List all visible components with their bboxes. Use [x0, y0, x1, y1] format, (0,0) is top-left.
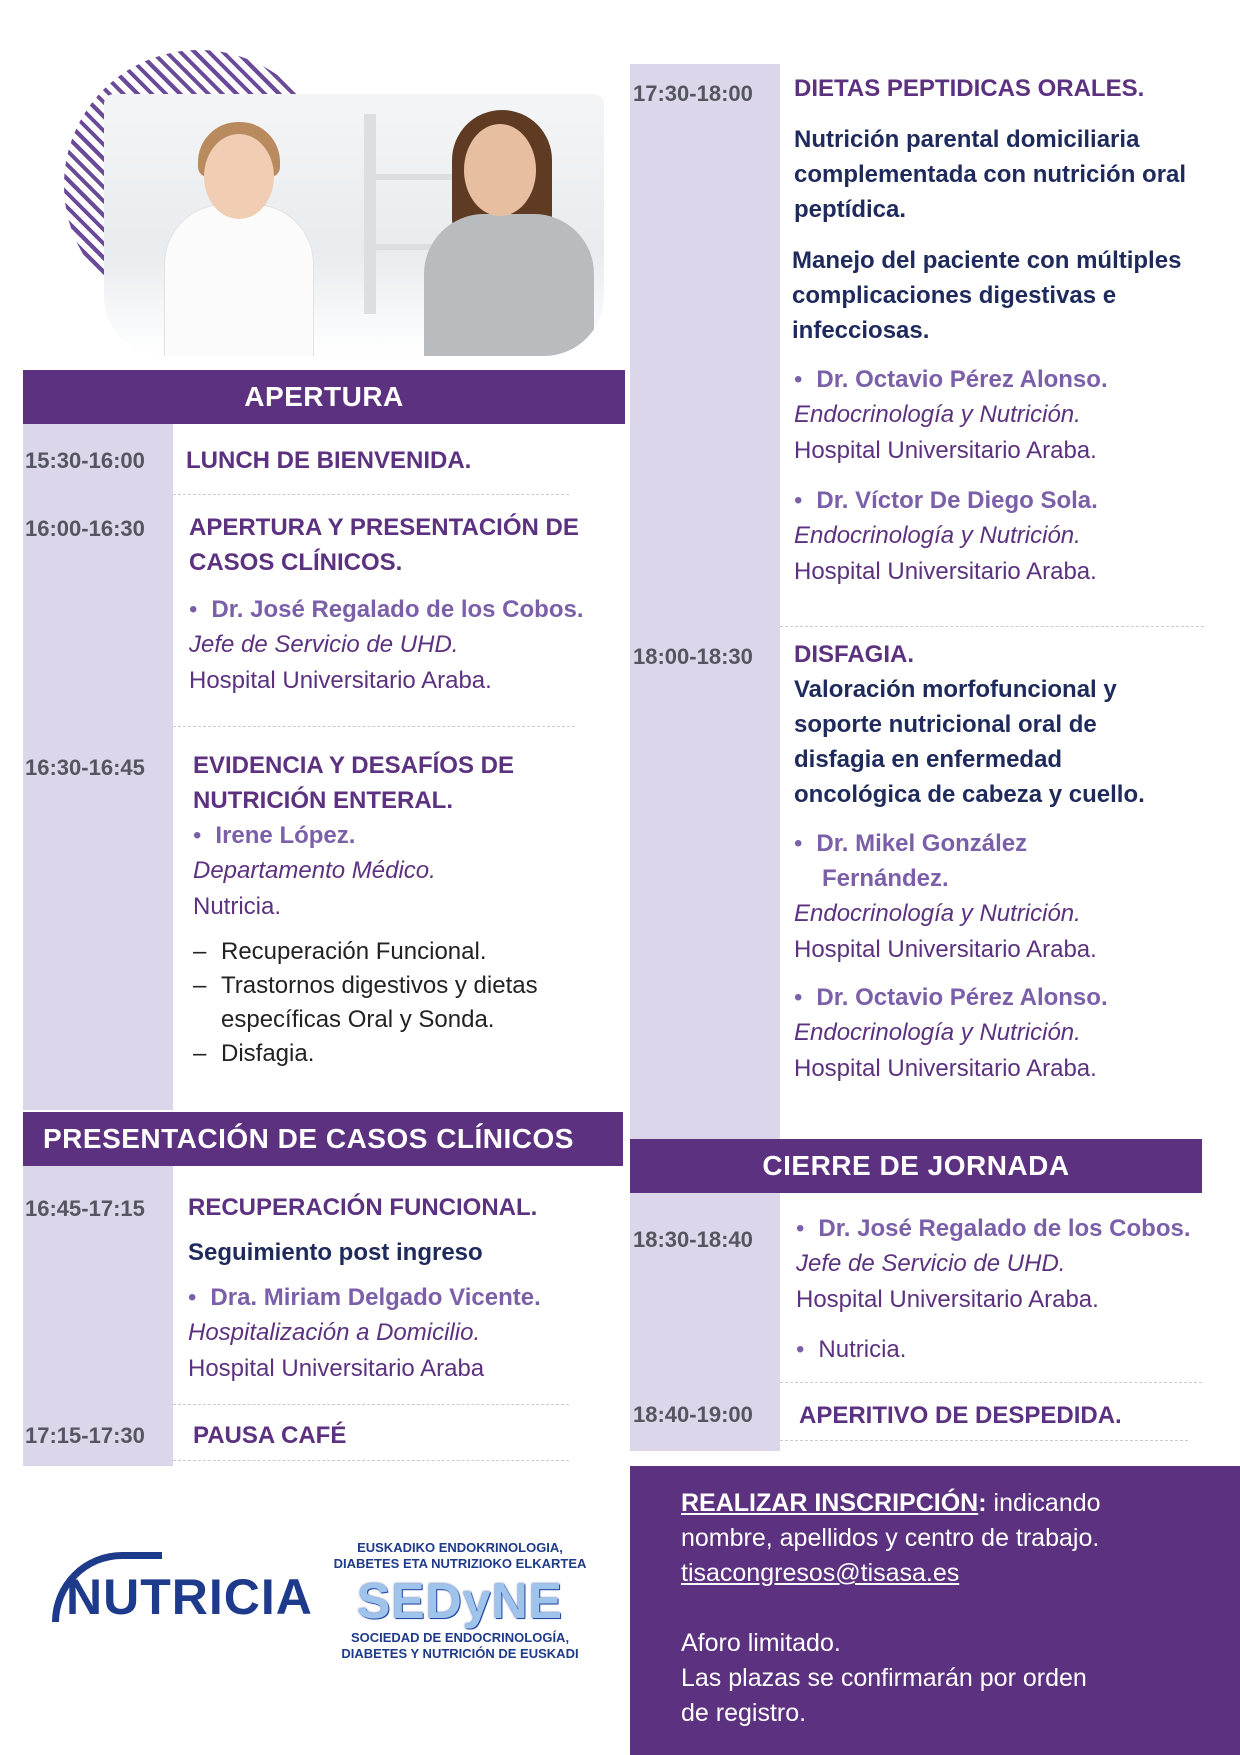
item-dietas — [794, 71, 1234, 590]
item-apertura — [189, 510, 619, 699]
item-dietas-sub2-line: Manejo del paciente con múltiples — [792, 247, 1182, 274]
doctor-figure — [154, 114, 314, 356]
separator — [780, 1440, 1188, 1441]
item-dietas-sub1-line: peptídica. — [794, 196, 907, 223]
item-disfagia — [794, 637, 1234, 1087]
separator — [173, 494, 569, 495]
time-dietas: 17:30-18:00 — [633, 81, 753, 106]
nutricia-logo: NUTRICIA — [44, 1548, 304, 1628]
right-time-column-1 — [630, 64, 780, 1139]
time-cierre: 18:30-18:40 — [633, 1227, 753, 1252]
item-recuperacion — [188, 1190, 618, 1387]
speaker-org: Nutricia. — [193, 893, 282, 920]
apertura-header: APERTURA — [23, 370, 625, 424]
item-pausa-title: PAUSA CAFÉ — [193, 1422, 347, 1449]
topic-list — [193, 935, 623, 1071]
speaker-name: • Dr. Mikel González — [794, 826, 1234, 861]
separator — [173, 726, 575, 727]
speaker-role: Endocrinología y Nutrición. — [794, 900, 1081, 927]
registration-line-2: nombre, apellidos y centro de trabajo. — [681, 1524, 1100, 1552]
cierre-header: CIERRE DE JORNADA — [630, 1139, 1202, 1193]
capacity-note: Aforo limitado. — [681, 1629, 841, 1657]
speaker-org: Hospital Universitario Araba. — [796, 1286, 1099, 1313]
speaker-role: Hospitalización a Domicilio. — [188, 1319, 481, 1346]
speaker-role: Endocrinología y Nutrición. — [794, 1019, 1081, 1046]
speaker-name: • Irene López. — [193, 818, 623, 853]
separator — [780, 1382, 1202, 1383]
time-recuperacion: 16:45-17:15 — [25, 1196, 145, 1221]
item-lunch-title: LUNCH DE BIENVENIDA. — [186, 447, 472, 474]
speaker-org: Hospital Universitario Araba — [188, 1355, 485, 1382]
register-link[interactable]: REALIZAR INSCRIPCIÓN — [681, 1489, 979, 1517]
time-lunch: 15:30-16:00 — [25, 448, 145, 473]
casos-header: PRESENTACIÓN DE CASOS CLÍNICOS — [23, 1112, 623, 1166]
confirmation-note-2: de registro. — [681, 1699, 807, 1727]
item-apertura-title-2: CASOS CLÍNICOS. — [189, 549, 403, 576]
topic-item: – Disfagia. — [193, 1037, 623, 1071]
topic-item-continuation: específicas Oral y Sonda. — [221, 1006, 495, 1033]
item-disfagia-sub-line: oncológica de cabeza y cuello. — [794, 781, 1145, 808]
item-aperitivo-title: APERITIVO DE DESPEDIDA. — [799, 1402, 1122, 1429]
speaker-org: Hospital Universitario Araba. — [794, 437, 1097, 464]
confirmation-note-1: Las plazas se confirmarán por orden — [681, 1664, 1087, 1692]
topic-item: – Recuperación Funcional. — [193, 935, 623, 969]
speaker-name-continuation: Fernández. — [822, 865, 949, 892]
item-dietas-sub1-line: Nutrición parental domiciliaria — [794, 126, 1140, 153]
speaker-org: Hospital Universitario Araba. — [794, 1055, 1097, 1082]
item-dietas-sub2-line: infecciosas. — [792, 317, 930, 344]
email-link[interactable]: tisacongresos@tisasa.es — [681, 1559, 960, 1587]
patient-figure — [404, 104, 594, 356]
item-recuperacion-subtitle: Seguimiento post ingreso — [188, 1239, 483, 1266]
item-disfagia-title: DISFAGIA. — [794, 641, 915, 668]
speaker-org: Hospital Universitario Araba. — [794, 558, 1097, 585]
item-evidencia-title-2: NUTRICIÓN ENTERAL. — [193, 787, 453, 814]
speaker-name: • Dr. Octavio Pérez Alonso. — [794, 980, 1234, 1015]
item-evidencia — [193, 748, 623, 1071]
separator — [780, 626, 1204, 627]
item-disfagia-sub-line: disfagia en enfermedad — [794, 746, 1063, 773]
item-dietas-sub1-line: complementada con nutrición oral — [794, 161, 1187, 188]
item-cierre — [796, 1211, 1236, 1368]
time-apertura: 16:00-16:30 — [25, 516, 145, 541]
time-aperitivo: 18:40-19:00 — [633, 1402, 753, 1427]
item-dietas-sub2-line: complicaciones digestivas e — [792, 282, 1117, 309]
speaker-org: Hospital Universitario Araba. — [794, 936, 1097, 963]
speaker-name: • Dr. José Regalado de los Cobos. — [796, 1211, 1236, 1246]
sedyne-logo: EUSKADIKO ENDOKRINOLOGIA, DIABETES ETA NUTRIZIOKO ELKARTEA SEDyNE SOCIEDAD DE ENDOCRINOLOGÍA, DIABETES Y NUTRICIÓN DE EUSKADI — [333, 1540, 587, 1661]
item-disfagia-sub-line: soporte nutricional oral de — [794, 711, 1097, 738]
speaker-role: Endocrinología y Nutrición. — [794, 522, 1081, 549]
speaker-role: Jefe de Servicio de UHD. — [796, 1250, 1066, 1277]
registration-box — [630, 1466, 1240, 1755]
time-evidencia: 16:30-16:45 — [25, 755, 145, 780]
speaker-role: Endocrinología y Nutrición. — [794, 401, 1081, 428]
speaker-name: • Nutricia. — [796, 1332, 1236, 1368]
item-dietas-title: DIETAS PEPTIDICAS ORALES. — [794, 75, 1145, 102]
speaker-org: Hospital Universitario Araba. — [189, 667, 492, 694]
hero-image — [24, 24, 584, 344]
speaker-role: Jefe de Servicio de UHD. — [189, 631, 459, 658]
speaker-name: • Dr. Víctor De Diego Sola. — [794, 483, 1234, 518]
item-recuperacion-title: RECUPERACIÓN FUNCIONAL. — [188, 1194, 538, 1221]
separator — [173, 1460, 569, 1461]
separator — [173, 1404, 569, 1405]
registration-line-1: REALIZAR INSCRIPCIÓN: indicando — [681, 1489, 1101, 1517]
time-pausa: 17:15-17:30 — [25, 1423, 145, 1448]
doctor-patient-photo — [104, 94, 604, 356]
item-evidencia-title-1: EVIDENCIA Y DESAFÍOS DE — [193, 752, 514, 779]
time-disfagia: 18:00-18:30 — [633, 644, 753, 669]
topic-item: – Trastornos digestivos y dietas — [193, 969, 623, 1003]
item-apertura-title-1: APERTURA Y PRESENTACIÓN DE — [189, 514, 579, 541]
speaker-name: • Dr. Octavio Pérez Alonso. — [794, 362, 1234, 397]
speaker-name: • Dr. José Regalado de los Cobos. — [189, 592, 619, 627]
speaker-role: Departamento Médico. — [193, 857, 436, 884]
speaker-name: • Dra. Miriam Delgado Vicente. — [188, 1280, 618, 1315]
item-disfagia-sub-line: Valoración morfofuncional y — [794, 676, 1117, 703]
